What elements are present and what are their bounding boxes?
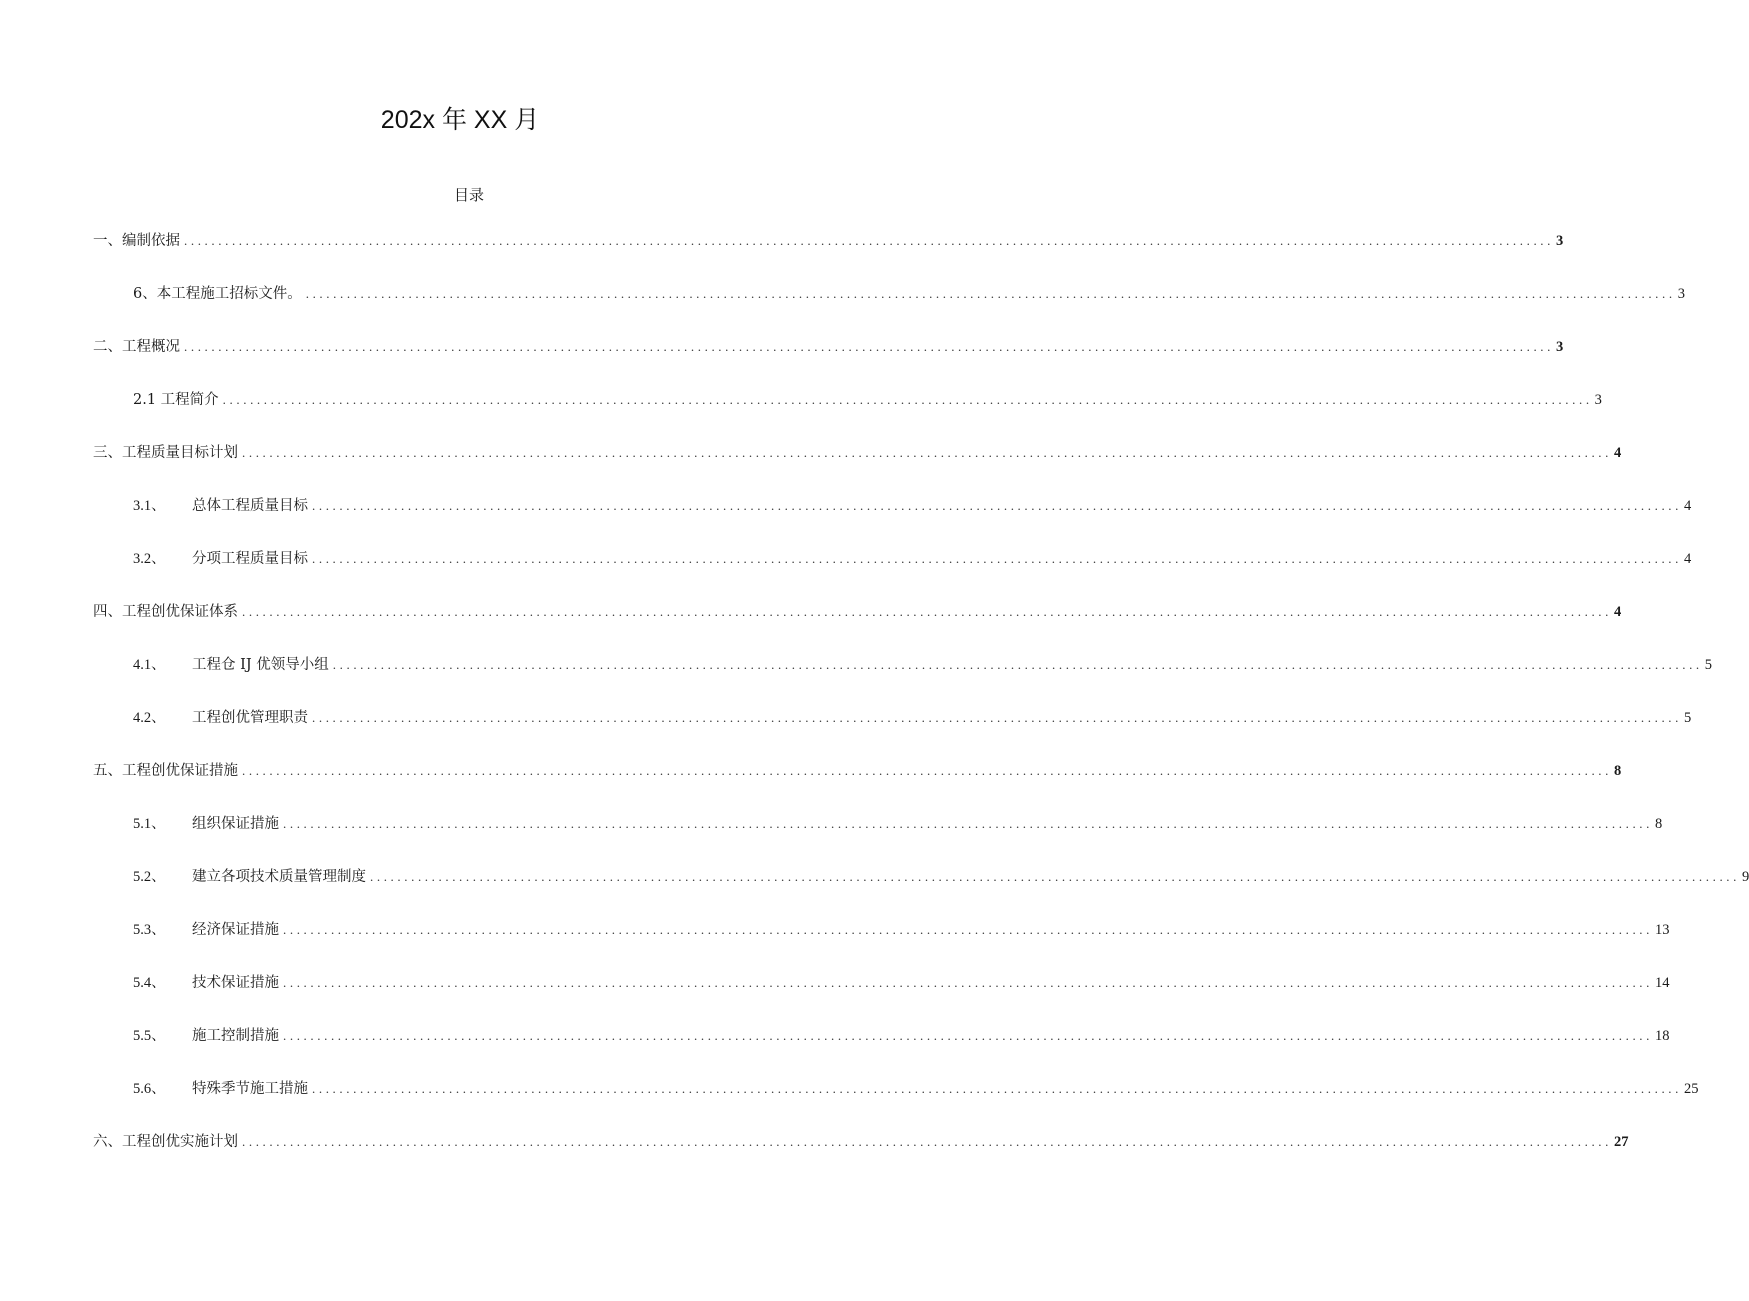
toc-entry[interactable] [93, 1131, 1629, 1153]
toc-entry-title: 技术保证措施 [192, 975, 279, 991]
toc-entry[interactable] [133, 707, 1692, 729]
toc-entry-title: 总体工程质量目标 [192, 498, 308, 514]
toc-dot-leader: ........................................................................................................................................................................................................ [242, 1134, 1612, 1149]
toc-entry-page: 4 [1614, 604, 1622, 620]
toc-entry-page: 8 [1614, 763, 1622, 779]
toc-dot-leader: ........................................................................................................................................................................................................ [283, 975, 1653, 990]
toc-dot-leader: ........................................................................................................................................................................................................ [370, 869, 1740, 884]
toc-entry-number: 5.3、 [133, 922, 166, 938]
toc-entry-page: 4 [1614, 445, 1622, 461]
toc-entry-page: 4 [1684, 551, 1692, 567]
toc-entry[interactable] [133, 1078, 1699, 1100]
toc-entry-number: 5.2、 [133, 869, 166, 885]
toc-entry-title: 六、工程创优实施计划 [93, 1134, 238, 1150]
toc-entry-page: 3 [1556, 233, 1564, 249]
toc-entry[interactable] [133, 548, 1692, 570]
toc-entry-page: 25 [1684, 1081, 1699, 1097]
toc-entry[interactable] [93, 336, 1564, 358]
toc-dot-leader: ........................................................................................................................................................................................................ [242, 763, 1612, 778]
toc-entry[interactable] [93, 760, 1622, 782]
toc-dot-leader: ........................................................................................................................................................................................................ [312, 1081, 1682, 1096]
toc-entry-page: 27 [1614, 1134, 1629, 1150]
toc-entry-title: 6、本工程施工招标文件。 [133, 286, 302, 302]
toc-entry-number: 5.4、 [133, 975, 166, 991]
toc-entry-title: 工程创优管理职责 [192, 710, 308, 726]
toc-entry-page: 5 [1704, 657, 1713, 673]
toc-entry-number: 3.1、 [133, 498, 166, 514]
toc-entry[interactable] [93, 230, 1564, 252]
toc-dot-leader: ........................................................................................................................................................................................................ [312, 710, 1682, 725]
toc-entry-title: 三、工程质量目标计划 [93, 445, 238, 461]
toc-entry-title: 四、工程创优保证体系 [93, 604, 238, 620]
toc-entry[interactable] [133, 972, 1670, 994]
toc-dot-leader: ........................................................................................................................................................................................................ [184, 233, 1554, 248]
toc-entry-number: 5.1、 [133, 816, 166, 832]
toc-entry[interactable] [133, 283, 1685, 305]
toc-entry-title: 一、编制依据 [93, 233, 180, 249]
toc-entry-title: 经济保证措施 [192, 922, 279, 938]
toc-dot-leader: ........................................................................................................................................................................................................ [242, 604, 1612, 619]
toc-title: 目录 [453, 186, 484, 204]
toc-entry[interactable] [133, 495, 1692, 517]
toc-entry[interactable] [133, 866, 1749, 888]
toc-entry-page: 18 [1655, 1028, 1670, 1044]
toc-dot-leader: ........................................................................................................................................................................................................ [184, 339, 1554, 354]
toc-entry-number: 3.2、 [133, 551, 166, 567]
toc-entry-page: 5 [1684, 710, 1692, 726]
toc-entry-number: 4.1、 [133, 657, 166, 673]
toc-entry-number: 4.2、 [133, 710, 166, 726]
toc-dot-leader: ........................................................................................................................................................................................................ [242, 445, 1612, 460]
toc-dot-leader: ........................................................................................................................................................................................................ [283, 816, 1653, 831]
toc-entry-title: 二、工程概况 [93, 339, 180, 355]
toc-entry-page: 13 [1655, 922, 1670, 938]
toc-entry-title: 建立各项技术质量管理制度 [192, 869, 366, 885]
toc-entry[interactable] [133, 919, 1670, 941]
toc-entry-title: 工程仓 IJ 优领导小组 [192, 657, 329, 673]
toc-dot-leader: ........................................................................................................................................................................................................ [332, 657, 1703, 672]
toc-entry[interactable] [93, 442, 1622, 464]
toc-entry-page: 14 [1655, 975, 1670, 991]
toc-entry[interactable] [133, 389, 1602, 411]
toc-dot-leader: ........................................................................................................................................................................................................ [312, 498, 1682, 513]
toc-dot-leader: ........................................................................................................................................................................................................ [283, 1028, 1653, 1043]
toc-dot-leader: ........................................................................................................................................................................................................ [312, 551, 1682, 566]
toc-entry-title: 施工控制措施 [192, 1028, 279, 1044]
toc-entry[interactable] [133, 813, 1663, 835]
toc-entry-title: 2.1 工程简介 [133, 392, 219, 408]
date-heading: 202x 年 XX 月 [380, 106, 540, 134]
toc-entry-page: 3 [1556, 339, 1564, 355]
toc-entry-number: 5.6、 [133, 1081, 166, 1097]
toc-entry-page: 8 [1655, 816, 1663, 832]
toc-entry-page: 4 [1684, 498, 1692, 514]
toc-entry[interactable] [133, 654, 1713, 676]
toc-entry-title: 分项工程质量目标 [192, 551, 308, 567]
toc-entry-title: 五、工程创优保证措施 [93, 763, 238, 779]
toc-entry-title: 特殊季节施工措施 [192, 1081, 308, 1097]
toc-dot-leader: ........................................................................................................................................................................................................ [222, 392, 1593, 407]
toc-entry-page: 3 [1594, 392, 1602, 408]
toc-entry-number: 5.5、 [133, 1028, 166, 1044]
toc-entry-title: 组织保证措施 [192, 816, 279, 832]
toc-entry[interactable] [93, 601, 1622, 623]
toc-dot-leader: ........................................................................................................................................................................................................ [283, 922, 1653, 937]
toc-entry-page: 3 [1677, 286, 1685, 302]
toc-entry-page: 9 [1742, 869, 1749, 885]
toc-entry[interactable] [133, 1025, 1670, 1047]
toc-dot-leader: ........................................................................................................................................................................................................ [305, 286, 1676, 301]
